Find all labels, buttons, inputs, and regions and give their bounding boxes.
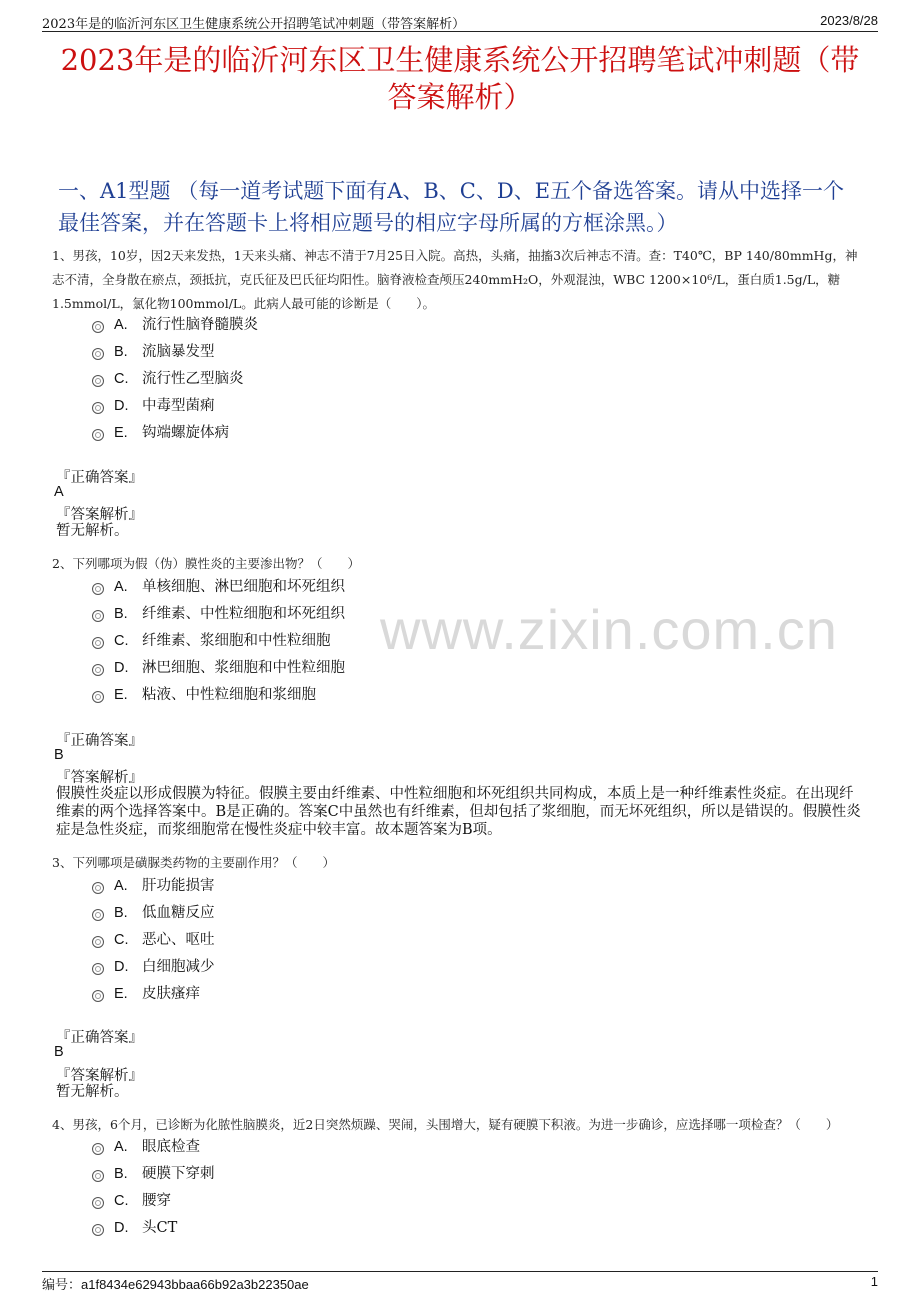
question-2-option-a[interactable]: A. 单核细胞、淋巴细胞和坏死组织 <box>92 576 345 598</box>
analysis-text: 暂无解析。 <box>56 523 129 539</box>
footer-divider <box>42 1271 878 1272</box>
question-3-option-b[interactable]: B. 低血糖反应 <box>92 902 215 924</box>
radio-icon[interactable] <box>92 1143 104 1155</box>
answer-value: A <box>54 484 64 500</box>
answer-value: B <box>54 747 64 763</box>
question-2-option-e[interactable]: E. 粘液、中性粒细胞和浆细胞 <box>92 684 316 706</box>
question-3-option-a[interactable]: A. 肝功能损害 <box>92 875 215 897</box>
question-3-option-d[interactable]: D. 白细胞减少 <box>92 956 215 978</box>
radio-icon[interactable] <box>92 1170 104 1182</box>
question-4-option-b[interactable]: B. 硬膜下穿刺 <box>92 1163 215 1185</box>
page-number: 1 <box>870 1274 878 1289</box>
question-4-option-d[interactable]: D. 头CT <box>92 1217 177 1239</box>
radio-icon[interactable] <box>92 664 104 676</box>
question-1-option-c[interactable]: C. 流行性乙型脑炎 <box>92 368 244 390</box>
radio-icon[interactable] <box>92 429 104 441</box>
analysis-text: 假膜性炎症以形成假膜为特征。假膜主要由纤维素、中性粒细胞和坏死组织共同构成，本质上是一种纤维素性炎症。在出现纤维素的两个选择答案中。B是正确的。答案C中虽然也有纤维素，但却包括了浆细胞，而无坏死组织，所以是错误的。假膜性炎症是急性炎症，而浆细胞常在慢性炎症中较丰富。故本题答案为B项。 <box>56 786 861 838</box>
question-1-option-b[interactable]: B. 流脑暴发型 <box>92 341 215 363</box>
analysis-label: 『答案解析』 <box>56 507 143 523</box>
question-1-option-a[interactable]: A. 流行性脑脊髓膜炎 <box>92 314 258 336</box>
header-divider <box>42 31 878 32</box>
radio-icon[interactable] <box>92 1197 104 1209</box>
question-1-stem: 1、男孩，10岁，因2天来发热，1天来头痛、神志不清于7月25日入院。高热，头痛，抽搐3次后神志不清。查：T40℃，BP 140/80mmHg，神志不清，全身散在瘀点，颈抵抗，克氏征及巴氏征均阳性。脑脊液检查颅压240mmH₂O，外观混浊，WBC 1200×10⁶/L，蛋白质1.5g/L，糖1.5mmol/L，氯化物100mmol/L。此病人最可能的诊断是（ ）。 <box>52 248 858 311</box>
answer-label: 『正确答案』 <box>56 1030 143 1046</box>
analysis-label: 『答案解析』 <box>56 1068 143 1084</box>
analysis-label: 『答案解析』 <box>56 770 143 786</box>
radio-icon[interactable] <box>92 936 104 948</box>
radio-icon[interactable] <box>92 402 104 414</box>
radio-icon[interactable] <box>92 882 104 894</box>
radio-icon[interactable] <box>92 1224 104 1236</box>
section-heading: 一、A1型题 （每一道考试题下面有A、B、C、D、E五个备选答案。请从中选择一个最佳答案，并在答题卡上将相应题号的相应字母所属的方框涂黑。） <box>58 179 845 235</box>
document-title: 2023年是的临沂河东区卫生健康系统公开招聘笔试冲刺题（带答案解析） <box>60 43 860 114</box>
header-date: 2023/8/28 <box>820 13 878 28</box>
answer-label: 『正确答案』 <box>56 470 143 486</box>
analysis-text: 暂无解析。 <box>56 1084 129 1100</box>
question-2-stem: 2、下列哪项为假（伪）膜性炎的主要渗出物？（ ） <box>52 556 360 571</box>
radio-icon[interactable] <box>92 583 104 595</box>
answer-value: B <box>54 1044 64 1060</box>
radio-icon[interactable] <box>92 990 104 1002</box>
question-4-option-c[interactable]: C. 腰穿 <box>92 1190 171 1212</box>
question-3-option-c[interactable]: C. 恶心、呕吐 <box>92 929 215 951</box>
question-3-stem: 3、下列哪项是磺脲类药物的主要副作用？（ ） <box>52 855 335 870</box>
radio-icon[interactable] <box>92 321 104 333</box>
radio-icon[interactable] <box>92 963 104 975</box>
question-2-option-d[interactable]: D. 淋巴细胞、浆细胞和中性粒细胞 <box>92 657 345 679</box>
question-3-option-e[interactable]: E. 皮肤瘙痒 <box>92 983 200 1005</box>
header-title: 2023年是的临沂河东区卫生健康系统公开招聘笔试冲刺题（带答案解析） <box>42 17 466 32</box>
question-4-stem: 4、男孩，6个月，已诊断为化脓性脑膜炎，近2日突然烦躁、哭闹，头围增大，疑有硬膜下积液。为进一步确诊，应选择哪一项检查？（ ） <box>52 1117 839 1132</box>
question-2-option-c[interactable]: C. 纤维素、浆细胞和中性粒细胞 <box>92 630 331 652</box>
radio-icon[interactable] <box>92 909 104 921</box>
question-1-option-e[interactable]: E. 钩端螺旋体病 <box>92 422 229 444</box>
radio-icon[interactable] <box>92 610 104 622</box>
question-1-option-d[interactable]: D. 中毒型菌痢 <box>92 395 215 417</box>
document-code: 编号：a1f8434e62943bbaa66b92a3b22350ae <box>42 1277 309 1292</box>
radio-icon[interactable] <box>92 637 104 649</box>
radio-icon[interactable] <box>92 375 104 387</box>
radio-icon[interactable] <box>92 691 104 703</box>
radio-icon[interactable] <box>92 348 104 360</box>
question-4-option-a[interactable]: A. 眼底检查 <box>92 1136 200 1158</box>
question-2-option-b[interactable]: B. 纤维素、中性粒细胞和坏死组织 <box>92 603 345 625</box>
watermark: www.zixin.com.cn <box>380 598 838 661</box>
answer-label: 『正确答案』 <box>56 733 143 749</box>
